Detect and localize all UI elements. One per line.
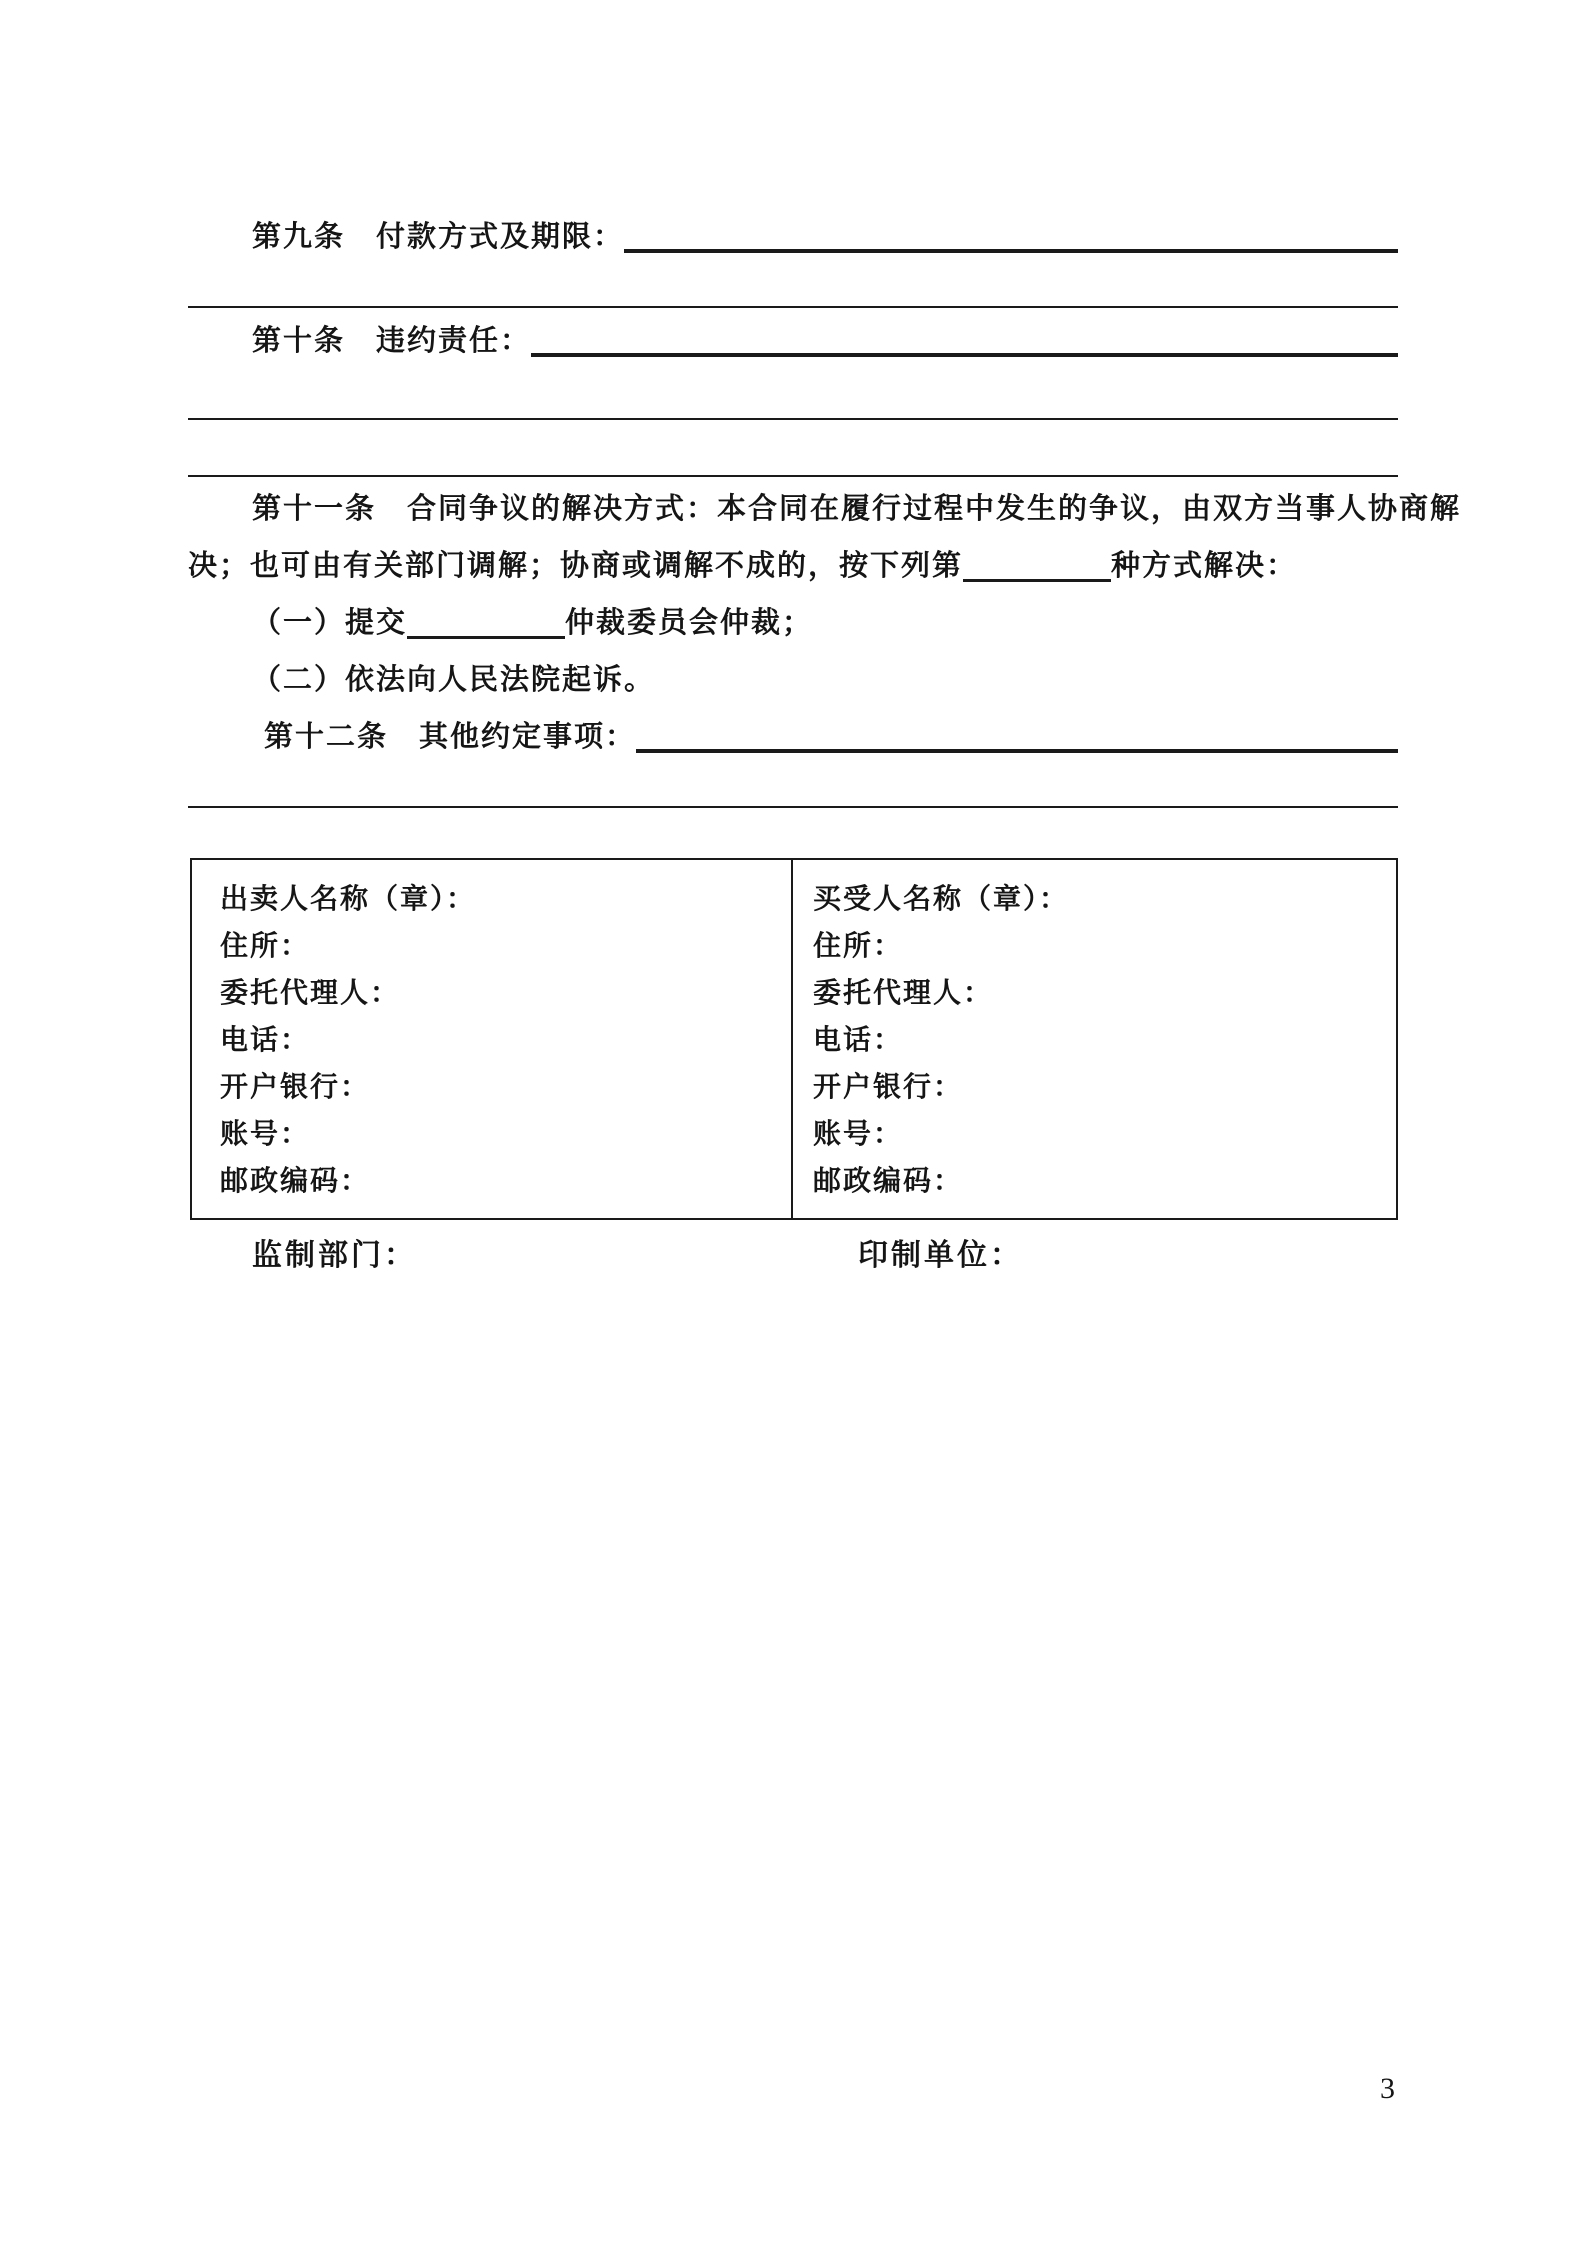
seller-agent-label: 委托代理人： <box>220 978 401 1009</box>
seller-name-label: 出卖人名称（章）： <box>220 884 477 915</box>
article-10-heading: 第十条 违约责任： <box>252 324 532 357</box>
seller-postcode-label: 邮政编码： <box>220 1166 371 1197</box>
buyer-account-label: 账号： <box>813 1119 904 1150</box>
article-11-line-2 <box>188 539 1398 583</box>
article-9-blank-line[interactable] <box>624 239 1398 253</box>
article-12-heading: 第十二条 其他约定事项： <box>264 720 637 753</box>
seller-column <box>192 860 793 1218</box>
article-10-row <box>188 314 1398 358</box>
article-9-heading: 第九条 付款方式及期限： <box>252 220 625 253</box>
item-1-text-pre: （一）提交 <box>252 606 408 639</box>
arbitration-committee-blank[interactable] <box>407 626 565 639</box>
buyer-phone-label: 电话： <box>813 1025 904 1056</box>
article-9-blank-line-2[interactable] <box>188 306 1398 308</box>
signature-table <box>190 858 1398 1220</box>
buyer-bank-label: 开户银行： <box>813 1072 964 1103</box>
seller-bank-label: 开户银行： <box>220 1072 371 1103</box>
article-11-item-2 <box>188 653 1398 697</box>
dispute-method-number-blank[interactable] <box>963 569 1111 582</box>
article-11-line-1 <box>188 482 1462 526</box>
item-1-text-post: 仲裁委员会仲裁； <box>565 606 814 639</box>
article-9-row <box>188 210 1398 254</box>
article-11-text-line1: 第十一条 合同争议的解决方式：本合同在履行过程中发生的争议，由双方当事人协商解 <box>252 492 1462 525</box>
seller-phone-label: 电话： <box>220 1025 311 1056</box>
page-number: 3 <box>1380 2072 1395 2105</box>
buyer-postcode-label: 邮政编码： <box>813 1166 964 1197</box>
article-12-blank-line-2[interactable] <box>188 806 1398 808</box>
seller-address-label: 住所： <box>220 931 311 962</box>
article-10-blank-line[interactable] <box>531 343 1398 357</box>
article-11-text-line2-post: 种方式解决： <box>1111 549 1298 582</box>
buyer-column <box>793 860 1396 1218</box>
seller-account-label: 账号： <box>220 1119 311 1150</box>
buyer-agent-label: 委托代理人： <box>813 978 994 1009</box>
article-10-blank-line-2[interactable] <box>188 418 1398 420</box>
article-11-text-line2-pre: 决；也可由有关部门调解；协商或调解不成的，按下列第 <box>188 549 964 582</box>
supervising-dept-label: 监制部门： <box>252 1239 417 1272</box>
item-2-text: （二）依法向人民法院起诉。 <box>252 663 656 696</box>
article-12-row <box>188 710 1398 754</box>
article-12-blank-line[interactable] <box>636 739 1398 753</box>
buyer-address-label: 住所： <box>813 931 904 962</box>
printing-unit-label: 印制单位： <box>858 1239 1023 1272</box>
buyer-name-label: 买受人名称（章）： <box>813 884 1070 915</box>
article-11-item-1 <box>188 596 1398 640</box>
article-10-blank-line-3[interactable] <box>188 475 1398 477</box>
